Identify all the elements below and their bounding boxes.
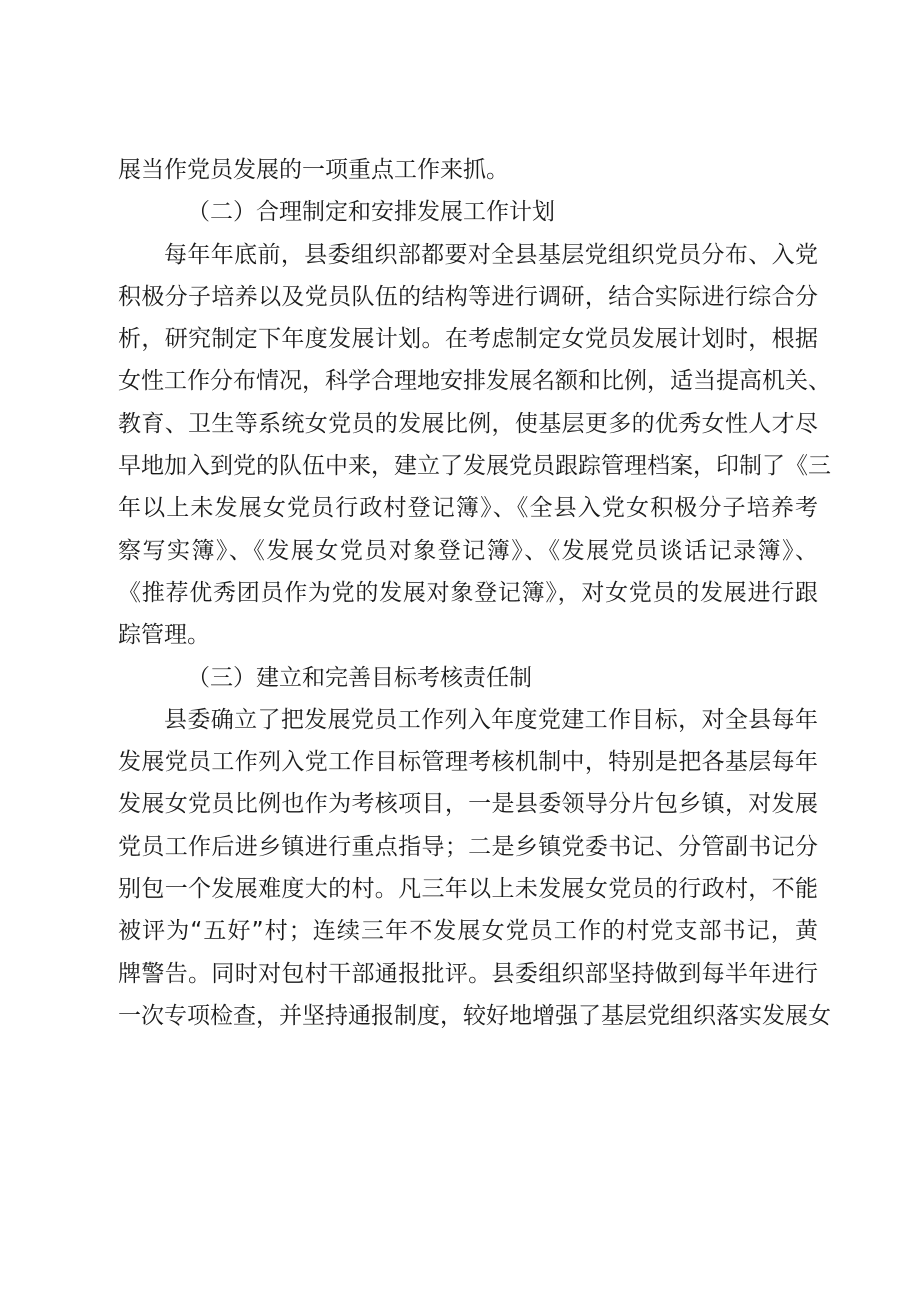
paragraph-line: 早地加入到党的队伍中来，建立了发展党员跟踪管理档案，印制了《三 [118,453,831,480]
paragraph-line: 析，研究制定下年度发展计划。在考虑制定女党员发展计划时，根据 [118,326,818,353]
paragraph-line: 女性工作分布情况，科学合理地安排发展名额和比例，适当提高机关、 [118,368,831,395]
paragraph-line: 被评为“五好”村；连续三年不发展女党员工作的村党支部书记，黄 [118,918,818,945]
paragraph-line: 年以上未发展女党员行政村登记簿》、《全县入党女积极分子培养考 [118,495,818,522]
paragraph-line: 教育、卫生等系统女党员的发展比例，使基层更多的优秀女性人才尽 [118,410,818,437]
paragraph-line: 县委确立了把发展党员工作列入年度党建工作目标，对全县每年 [164,706,818,733]
paragraph-line: 踪管理。 [118,622,210,649]
paragraph-line: 展当作党员发展的一项重点工作来抓。 [118,157,509,183]
paragraph-line: 《推荐优秀团员作为党的发展对象登记簿》，对女党员的发展进行跟 [118,579,818,606]
paragraph-line: 发展党员工作列入党工作目标管理考核机制中，特别是把各基层每年 [118,749,818,776]
paragraph-line: 别包一个发展难度大的村。凡三年以上未发展女党员的行政村，不能 [118,876,818,903]
paragraph-line: 党员工作后进乡镇进行重点指导；二是乡镇党委书记、分管副书记分 [118,833,818,860]
paragraph-line: 发展女党员比例也作为考核项目，一是县委领导分片包乡镇，对发展 [118,791,818,818]
section-heading-2: （二）合理制定和安排发展工作计划 [187,199,555,226]
paragraph-line: 牌警告。同时对包村干部通报批评。县委组织部坚持做到每半年进行 [118,960,818,987]
section-heading-3: （三）建立和完善目标考核责任制 [187,664,532,691]
paragraph-line: 积极分子培养以及党员队伍的结构等进行调研，结合实际进行综合分 [118,283,818,310]
document-body [118,149,831,1037]
paragraph-line: 每年年底前，县委组织部都要对全县基层党组织党员分布、入党 [164,241,818,268]
paragraph-line: 察写实簿》、《发展女党员对象登记簿》、《发展党员谈话记录簿》、 [118,537,818,564]
paragraph-line: 一次专项检查，并坚持通报制度，较好地增强了基层党组织落实发展女 [118,1002,831,1029]
